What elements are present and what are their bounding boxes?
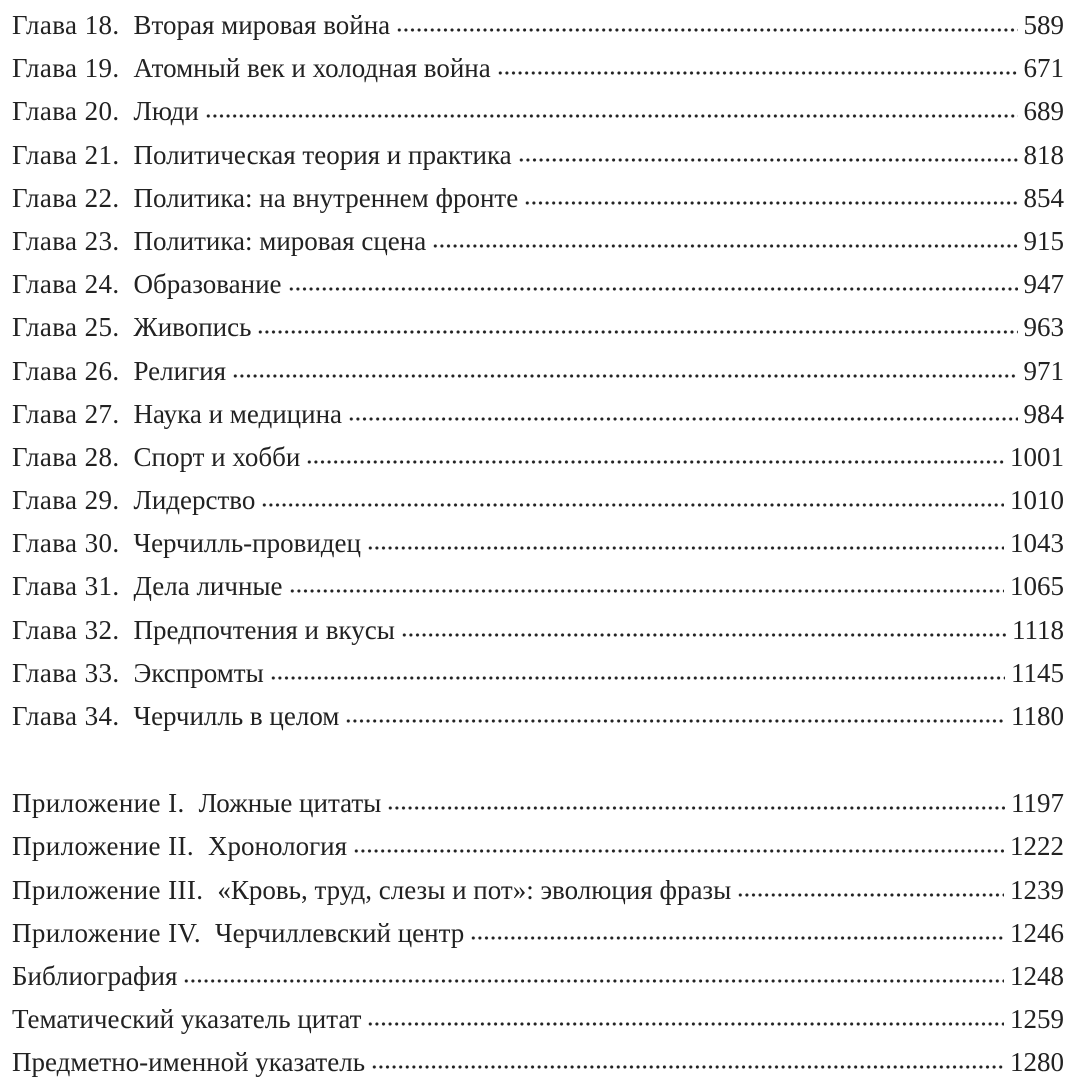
- toc-entry-number: Глава 31.: [12, 571, 120, 602]
- toc-entry-title: Политика: на внутреннем фронте: [133, 182, 519, 213]
- dot-leader: [470, 935, 1004, 941]
- toc-entry-bibliography[interactable]: [12, 955, 1064, 998]
- toc-entry-chapter-24[interactable]: [12, 263, 1064, 306]
- toc-entry-page: 984: [1023, 398, 1064, 429]
- toc-entry-page: 1248: [1010, 960, 1064, 991]
- toc-entry-thematic-index[interactable]: [12, 998, 1064, 1041]
- dot-leader: [518, 157, 1018, 163]
- toc-entry-chapter-20[interactable]: [12, 90, 1064, 133]
- toc-entry-number: Приложение I.: [12, 788, 185, 819]
- toc-entry-number: Глава 28.: [12, 441, 120, 472]
- toc-entry-chapter-18[interactable]: [12, 4, 1064, 47]
- toc-entry-title: Атомный век и холодная война: [133, 53, 491, 84]
- toc-entry-number: Глава 21.: [12, 139, 120, 170]
- toc-entry-chapter-32[interactable]: [12, 609, 1064, 652]
- toc-entry-chapter-26[interactable]: [12, 350, 1064, 393]
- toc-entry-number: Приложение II.: [12, 831, 194, 862]
- toc-entry-page: 1010: [1010, 485, 1064, 516]
- dot-leader: [345, 718, 1005, 724]
- toc-entry-appendix-4[interactable]: [12, 912, 1064, 955]
- dot-leader: [205, 113, 1018, 119]
- dot-leader: [401, 632, 1006, 638]
- toc-entry-number: Глава 29.: [12, 485, 120, 516]
- toc-entry-number: Глава 23.: [12, 225, 120, 256]
- toc-entry-title: Спорт и хобби: [133, 441, 301, 472]
- toc-entry-title: Живопись: [133, 312, 252, 343]
- dot-leader: [270, 675, 1005, 681]
- toc-entry-chapter-22[interactable]: [12, 177, 1064, 220]
- toc-entry-number: Глава 32.: [12, 614, 120, 645]
- toc-entry-chapter-27[interactable]: [12, 393, 1064, 436]
- dot-leader: [348, 416, 1017, 422]
- toc-entry-page: 589: [1023, 10, 1064, 40]
- toc-entry-number: Глава 30.: [12, 528, 120, 559]
- toc-entry-chapter-31[interactable]: [12, 565, 1064, 608]
- toc-entry-title: Хронология: [208, 831, 348, 862]
- toc-entry-page: 1222: [1010, 831, 1064, 862]
- toc-entry-title: Политическая теория и практика: [133, 139, 512, 170]
- toc-entry-page: 1065: [1010, 571, 1064, 602]
- dot-leader: [183, 978, 1004, 984]
- toc-entry-title: Предметно-именной указатель: [12, 1047, 366, 1078]
- toc-entry-page: 1145: [1011, 657, 1064, 688]
- toc-entry-appendix-2[interactable]: [12, 825, 1064, 868]
- dot-leader: [353, 848, 1004, 854]
- section-spacer: [12, 738, 1064, 782]
- toc-entry-number: Глава 27.: [12, 398, 120, 429]
- toc-entry-title: Лидерство: [133, 485, 256, 516]
- toc-entry-page: 947: [1023, 269, 1064, 300]
- toc-entry-page: 1246: [1010, 917, 1064, 948]
- toc-entry-page: 1259: [1010, 1004, 1064, 1035]
- toc-entry-appendix-3[interactable]: [12, 869, 1064, 912]
- toc-entry-title: «Кровь, труд, слезы и пот»: эволюция фразы: [217, 874, 732, 905]
- toc-entry-title: Экспромты: [133, 657, 264, 688]
- toc-entry-title: Библиография: [12, 960, 178, 991]
- toc-entry-title: Тематический указатель цитат: [12, 1004, 362, 1035]
- toc-entry-page: 1280: [1010, 1047, 1064, 1078]
- toc-entry-page: 1197: [1011, 788, 1064, 819]
- dot-leader: [497, 70, 1018, 76]
- dot-leader: [288, 286, 1018, 292]
- toc-entry-chapter-33[interactable]: [12, 652, 1064, 695]
- dot-leader: [432, 243, 1017, 249]
- toc-entry-title: Религия: [133, 355, 227, 386]
- toc-entry-title: Наука и медицина: [133, 398, 343, 429]
- toc-entry-chapter-25[interactable]: [12, 306, 1064, 349]
- dot-leader: [387, 805, 1005, 811]
- dot-leader: [396, 27, 1017, 33]
- toc-entry-title: Черчиллевский центр: [215, 917, 465, 948]
- toc-entry-title: Вторая мировая война: [133, 10, 391, 40]
- toc-entry-title: Люди: [133, 96, 199, 127]
- toc-entry-appendix-1[interactable]: [12, 782, 1064, 825]
- dot-leader: [371, 1064, 1004, 1070]
- toc-entry-page: 818: [1023, 139, 1064, 170]
- dot-leader: [261, 502, 1004, 508]
- toc-entry-page: 963: [1023, 312, 1064, 343]
- toc-entry-chapter-21[interactable]: [12, 134, 1064, 177]
- toc-entry-page: 671: [1023, 53, 1064, 84]
- dot-leader: [232, 373, 1017, 379]
- dot-leader: [257, 329, 1017, 335]
- toc-entry-subject-name-index[interactable]: [12, 1041, 1064, 1084]
- table-of-contents: [12, 4, 1064, 1085]
- toc-entry-chapter-34[interactable]: [12, 695, 1064, 738]
- toc-entry-page: 689: [1023, 96, 1064, 127]
- toc-entry-page: 1118: [1012, 614, 1064, 645]
- toc-entry-page: 1239: [1010, 874, 1064, 905]
- toc-entry-page: 1001: [1010, 441, 1064, 472]
- toc-entry-chapter-30[interactable]: [12, 522, 1064, 565]
- toc-entry-number: Глава 20.: [12, 96, 120, 127]
- toc-entry-chapter-19[interactable]: [12, 47, 1064, 90]
- toc-entry-number: Глава 18.: [12, 10, 120, 40]
- toc-entry-page: 854: [1023, 182, 1064, 213]
- toc-entry-number: Приложение III.: [12, 874, 204, 905]
- toc-entry-number: Глава 25.: [12, 312, 120, 343]
- dot-leader: [737, 892, 1004, 898]
- dot-leader: [289, 588, 1004, 594]
- toc-entry-chapter-28[interactable]: [12, 436, 1064, 479]
- toc-entry-title: Ложные цитаты: [198, 788, 382, 819]
- dot-leader: [367, 545, 1004, 551]
- toc-entry-title: Предпочтения и вкусы: [133, 614, 395, 645]
- toc-entry-page: 1180: [1011, 701, 1064, 731]
- dot-leader: [306, 459, 1004, 465]
- toc-entry-number: Приложение IV.: [12, 917, 202, 948]
- dot-leader: [367, 1021, 1004, 1027]
- toc-entry-number: Глава 22.: [12, 182, 120, 213]
- toc-entry-number: Глава 33.: [12, 657, 120, 688]
- toc-entry-title: Образование: [133, 269, 282, 300]
- toc-entry-page: 1043: [1010, 528, 1064, 559]
- dot-leader: [524, 200, 1017, 206]
- toc-entry-title: Политика: мировая сцена: [133, 225, 427, 256]
- toc-entry-title: Черчилль в целом: [133, 701, 340, 731]
- toc-entry-chapter-23[interactable]: [12, 220, 1064, 263]
- toc-entry-number: Глава 24.: [12, 269, 120, 300]
- toc-entry-number: Глава 19.: [12, 53, 120, 84]
- toc-entry-number: Глава 34.: [12, 701, 120, 731]
- toc-entry-page: 915: [1023, 225, 1064, 256]
- toc-entry-title: Дела личные: [133, 571, 283, 602]
- toc-entry-number: Глава 26.: [12, 355, 120, 386]
- toc-entry-page: 971: [1023, 355, 1064, 386]
- toc-entry-title: Черчилль-провидец: [133, 528, 361, 559]
- toc-entry-chapter-29[interactable]: [12, 479, 1064, 522]
